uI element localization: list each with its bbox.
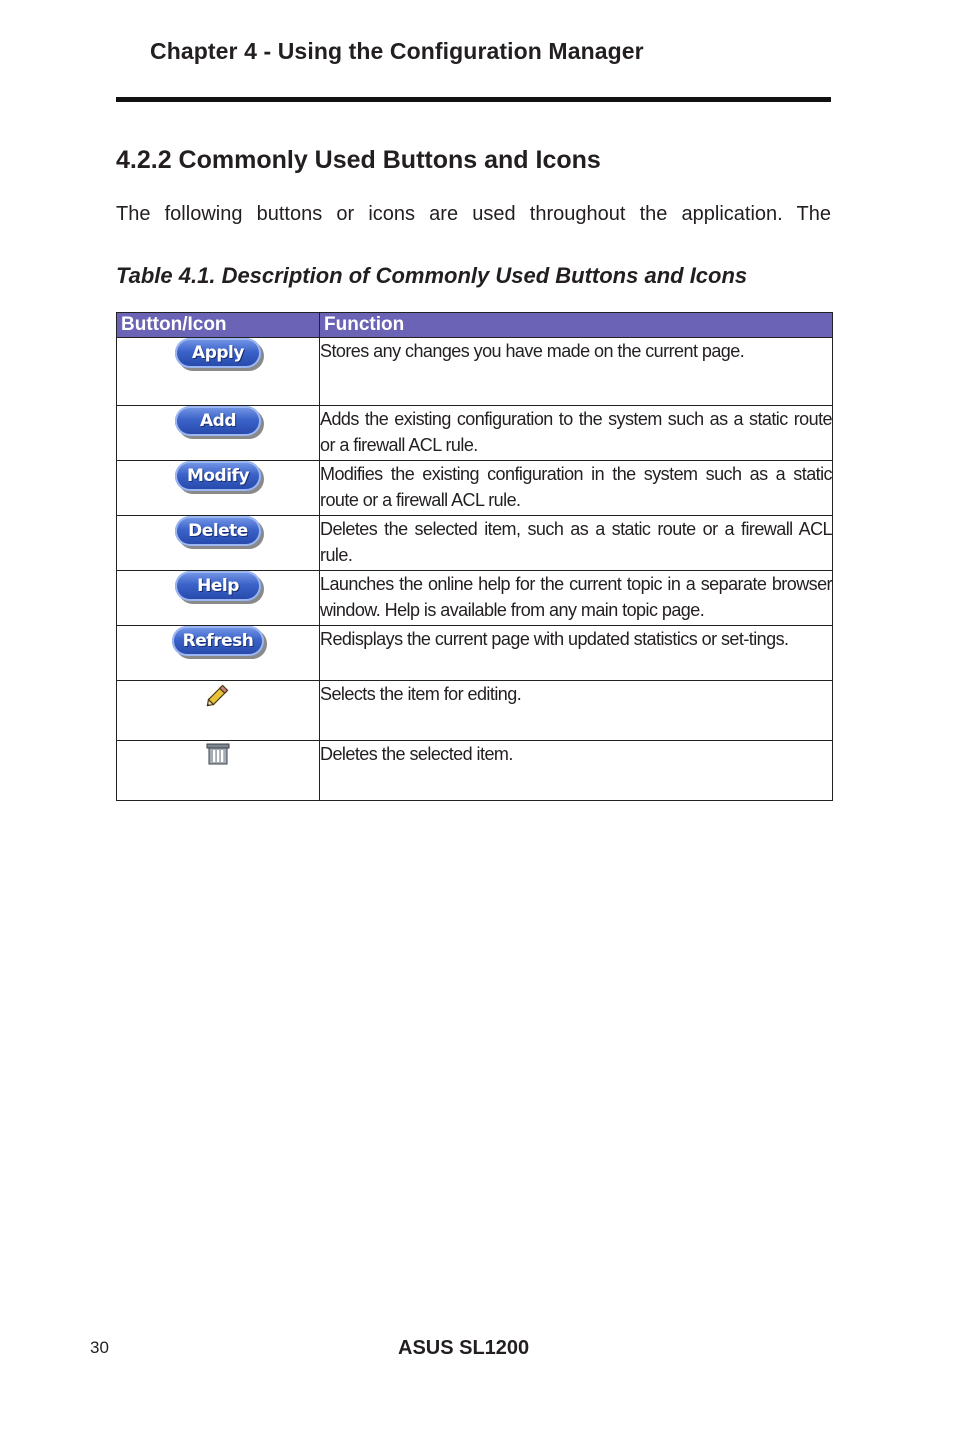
- function-cell: Stores any changes you have made on the current page.: [320, 338, 833, 406]
- pencil-icon[interactable]: [117, 681, 319, 709]
- function-cell: Selects the item for editing.: [320, 681, 833, 741]
- section-title: 4.2.2 Commonly Used Buttons and Icons: [116, 146, 601, 174]
- intro-paragraph: The following buttons or icons are used throughout the application. The: [116, 203, 831, 225]
- modify-button[interactable]: Modify: [175, 461, 261, 491]
- button-cell: [117, 461, 320, 516]
- icon-cell: [117, 681, 320, 741]
- column-header-button-icon: Button/Icon: [117, 313, 320, 338]
- table-row: [117, 461, 833, 516]
- apply-button[interactable]: Apply: [175, 338, 261, 368]
- column-header-function: Function: [320, 313, 833, 338]
- button-cell: [117, 516, 320, 571]
- table-row: [117, 626, 833, 681]
- buttons-icons-table: [116, 312, 833, 801]
- refresh-button[interactable]: Refresh: [172, 626, 264, 656]
- header-rule: [116, 97, 831, 102]
- button-cell: [117, 626, 320, 681]
- icon-cell: [117, 741, 320, 801]
- function-cell: Deletes the selected item.: [320, 741, 833, 801]
- table-row: [117, 338, 833, 406]
- function-cell: Modifies the existing configuration in the system such as a static route or a firewall ACL rule.: [320, 461, 833, 516]
- table-row: [117, 741, 833, 801]
- table-row: [117, 406, 833, 461]
- table-header-row: [117, 313, 833, 338]
- table-row: [117, 516, 833, 571]
- footer-product-name: ASUS SL1200: [398, 1337, 530, 1359]
- page-number: 30: [90, 1338, 109, 1357]
- help-button[interactable]: Help: [175, 571, 261, 601]
- function-cell: Redisplays the current page with updated statistics or set-tings.: [320, 626, 833, 681]
- table-row: [117, 681, 833, 741]
- function-cell: Adds the existing configuration to the system such as a static route or a firewall ACL rule.: [320, 406, 833, 461]
- add-button[interactable]: Add: [175, 406, 261, 436]
- trash-icon[interactable]: [117, 741, 319, 767]
- delete-button[interactable]: Delete: [175, 516, 261, 546]
- button-cell: [117, 406, 320, 461]
- table-caption: Table 4.1. Description of Commonly Used Buttons and Icons: [116, 263, 748, 288]
- button-cell: [117, 338, 320, 406]
- function-cell: Launches the online help for the current topic in a separate browser window. Help is available from any main topic page.: [320, 571, 833, 626]
- chapter-header: Chapter 4 - Using the Configuration Manager: [150, 38, 644, 64]
- table-row: [117, 571, 833, 626]
- button-cell: [117, 571, 320, 626]
- function-cell: Deletes the selected item, such as a static route or a firewall ACL rule.: [320, 516, 833, 571]
